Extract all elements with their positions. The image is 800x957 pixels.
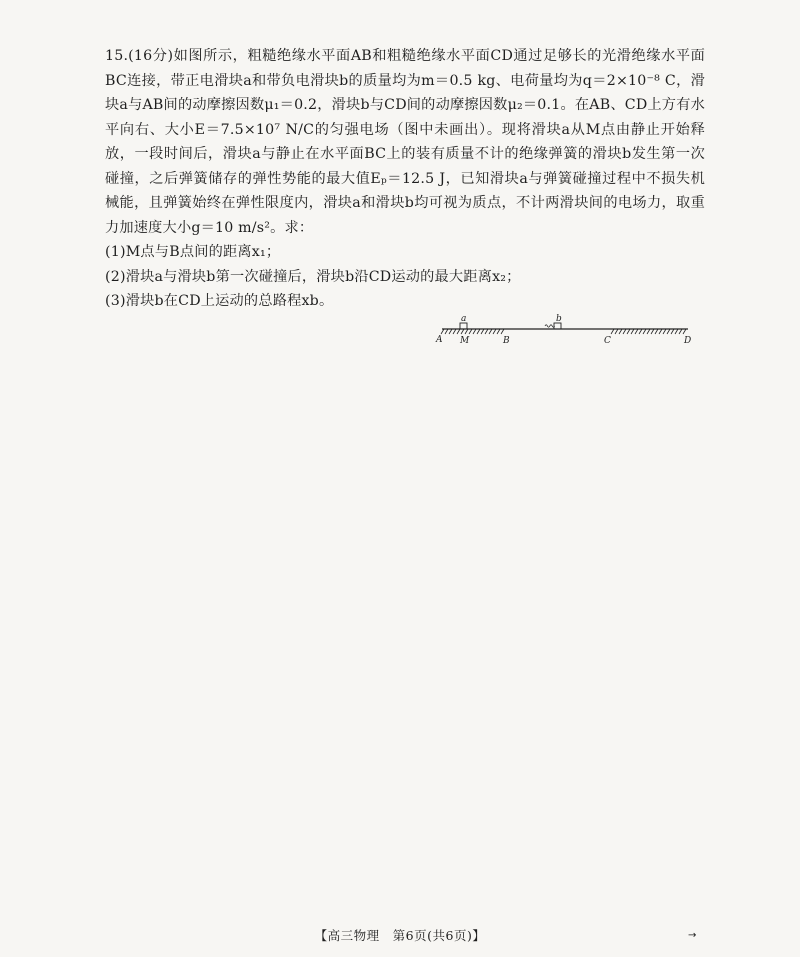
question-3: (3)滑块b在CD上运动的总路程xb。 — [105, 293, 334, 309]
page-footer: 【高三物理 第6页(共6页)】 — [314, 928, 486, 943]
spring — [545, 325, 555, 328]
track-diagram — [432, 313, 694, 349]
label-B: B — [503, 336, 510, 346]
question-2: (2)滑块a与滑块b第一次碰撞后，滑块b沿CD运动的最大距离x₂； — [105, 268, 521, 285]
label-a: a — [461, 314, 467, 324]
label-A: A — [436, 335, 443, 345]
arrow-mark: → — [688, 930, 697, 941]
question-1: (1)M点与B点间的距离x₁； — [105, 244, 281, 260]
problem-15 — [105, 44, 705, 314]
problem-statement: 15.(16分)如图所示，粗糙绝缘水平面AB和粗糙绝缘水平面CD通过足够长的光滑绝缘水平面BC连接，带正电滑块a和带负电滑块b的质量均为m＝0.5 kg、电荷量均为q＝2×10⁻⁸ C，滑块a与AB间的动摩擦因数μ₁＝0.2，滑块b与CD间的动摩擦因数μ₂＝0.1。在AB、CD上方有水平向右、大小E＝7.5×10⁷ N/C的匀强电场（图中未画出）。现将滑块a从M点由静止开始释放，一段时间后，滑块a与静止在水平面BC上的装有质量不计的绝缘弹簧的滑块b发生第一次碰撞，之后弹簧储存的弹性势能的最大值Eₚ＝12.5 J，已知滑块a与弹簧碰撞过程中不损失机械能，且弹簧始终在弹性限度内，滑块a和滑块b均可视为质点，不计两滑块间的电场力，取重力加速度大小g＝10 m/s²。求： — [105, 48, 705, 236]
label-M: M — [460, 336, 470, 346]
rough-surface-ab — [441, 329, 504, 334]
label-C: C — [604, 336, 611, 346]
label-D: D — [684, 336, 692, 346]
label-b: b — [556, 314, 562, 324]
rough-surface-cd — [611, 329, 686, 334]
